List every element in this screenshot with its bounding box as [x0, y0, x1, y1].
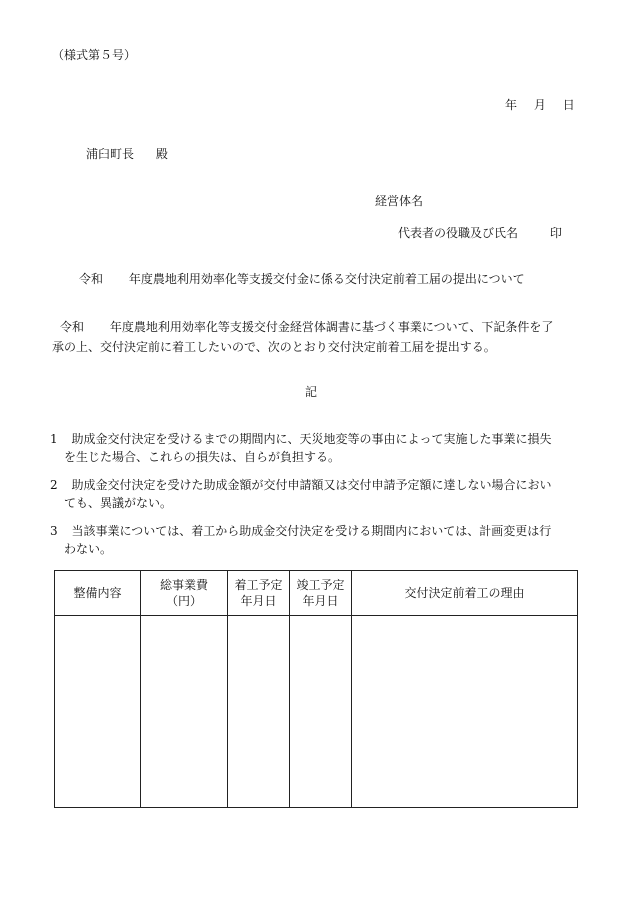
seal-label: 印 — [549, 226, 562, 240]
date-year-label: 年 — [505, 98, 518, 112]
cell-reason[interactable] — [352, 616, 578, 808]
cell-work-content[interactable] — [55, 616, 141, 808]
cell-total-cost[interactable] — [141, 616, 228, 808]
body-line-1 — [60, 318, 553, 335]
body-text-1: 年度農地利用効率化等支援交付金経営体調書に基づく事業について、下記条件を了 — [109, 320, 554, 334]
date-day-label: 日 — [562, 98, 575, 112]
condition-3 — [50, 522, 551, 539]
addressee-honorific: 殿 — [155, 147, 168, 161]
condition-text: 助成金交付決定を受けるまでの期間内に、天災地変等の事由によって実施した事業に損失 — [71, 432, 552, 446]
header-reason: 交付決定前着工の理由 — [352, 571, 578, 616]
condition-number: 1 — [50, 432, 58, 446]
condition-2 — [50, 476, 551, 493]
header-completion-date: 竣工予定 年月日 — [290, 571, 352, 616]
business-name-label: 経営体名 — [375, 194, 424, 208]
body-era: 令和 — [60, 320, 85, 334]
body-line-2: 承の上、交付決定前に着工したいので、次のとおり交付決定前着工届を提出する。 — [52, 340, 496, 354]
cell-completion-date[interactable] — [290, 616, 352, 808]
subject-title — [79, 270, 525, 287]
form-number: （様式第５号） — [52, 48, 137, 62]
addressee-name: 浦臼町長 — [86, 147, 135, 161]
header-work-content: 整備内容 — [55, 571, 141, 616]
cell-start-date[interactable] — [228, 616, 290, 808]
condition-number: 3 — [50, 524, 58, 538]
date-line — [505, 96, 575, 113]
condition-number: 2 — [50, 478, 58, 492]
addressee — [86, 145, 168, 162]
construction-table — [54, 570, 578, 808]
representative-line — [398, 224, 562, 241]
representative-label: 代表者の役職及び氏名 — [398, 226, 519, 240]
date-month-label: 月 — [533, 98, 546, 112]
condition-1 — [50, 430, 551, 447]
subject-era: 令和 — [79, 272, 104, 286]
ki-heading: 記 — [305, 385, 318, 399]
condition-1-cont: を生じた場合、これらの損失は、自らが負担する。 — [64, 450, 341, 464]
condition-text: 助成金交付決定を受けた助成金額が交付申請額又は交付申請予定額に達しない場合におい — [71, 478, 552, 492]
header-start-date: 着工予定 年月日 — [228, 571, 290, 616]
subject-text: 年度農地利用効率化等支援交付金に係る交付決定前着工届の提出について — [128, 272, 525, 286]
condition-text: 当該事業については、着工から助成金交付決定を受ける期間内においては、計画変更は行 — [71, 524, 552, 538]
condition-3-cont: わない。 — [64, 542, 113, 556]
table-row — [55, 616, 578, 808]
table-header-row — [55, 571, 578, 616]
condition-2-cont: ても、異議がない。 — [64, 496, 173, 510]
header-total-cost: 総事業費 （円） — [141, 571, 228, 616]
